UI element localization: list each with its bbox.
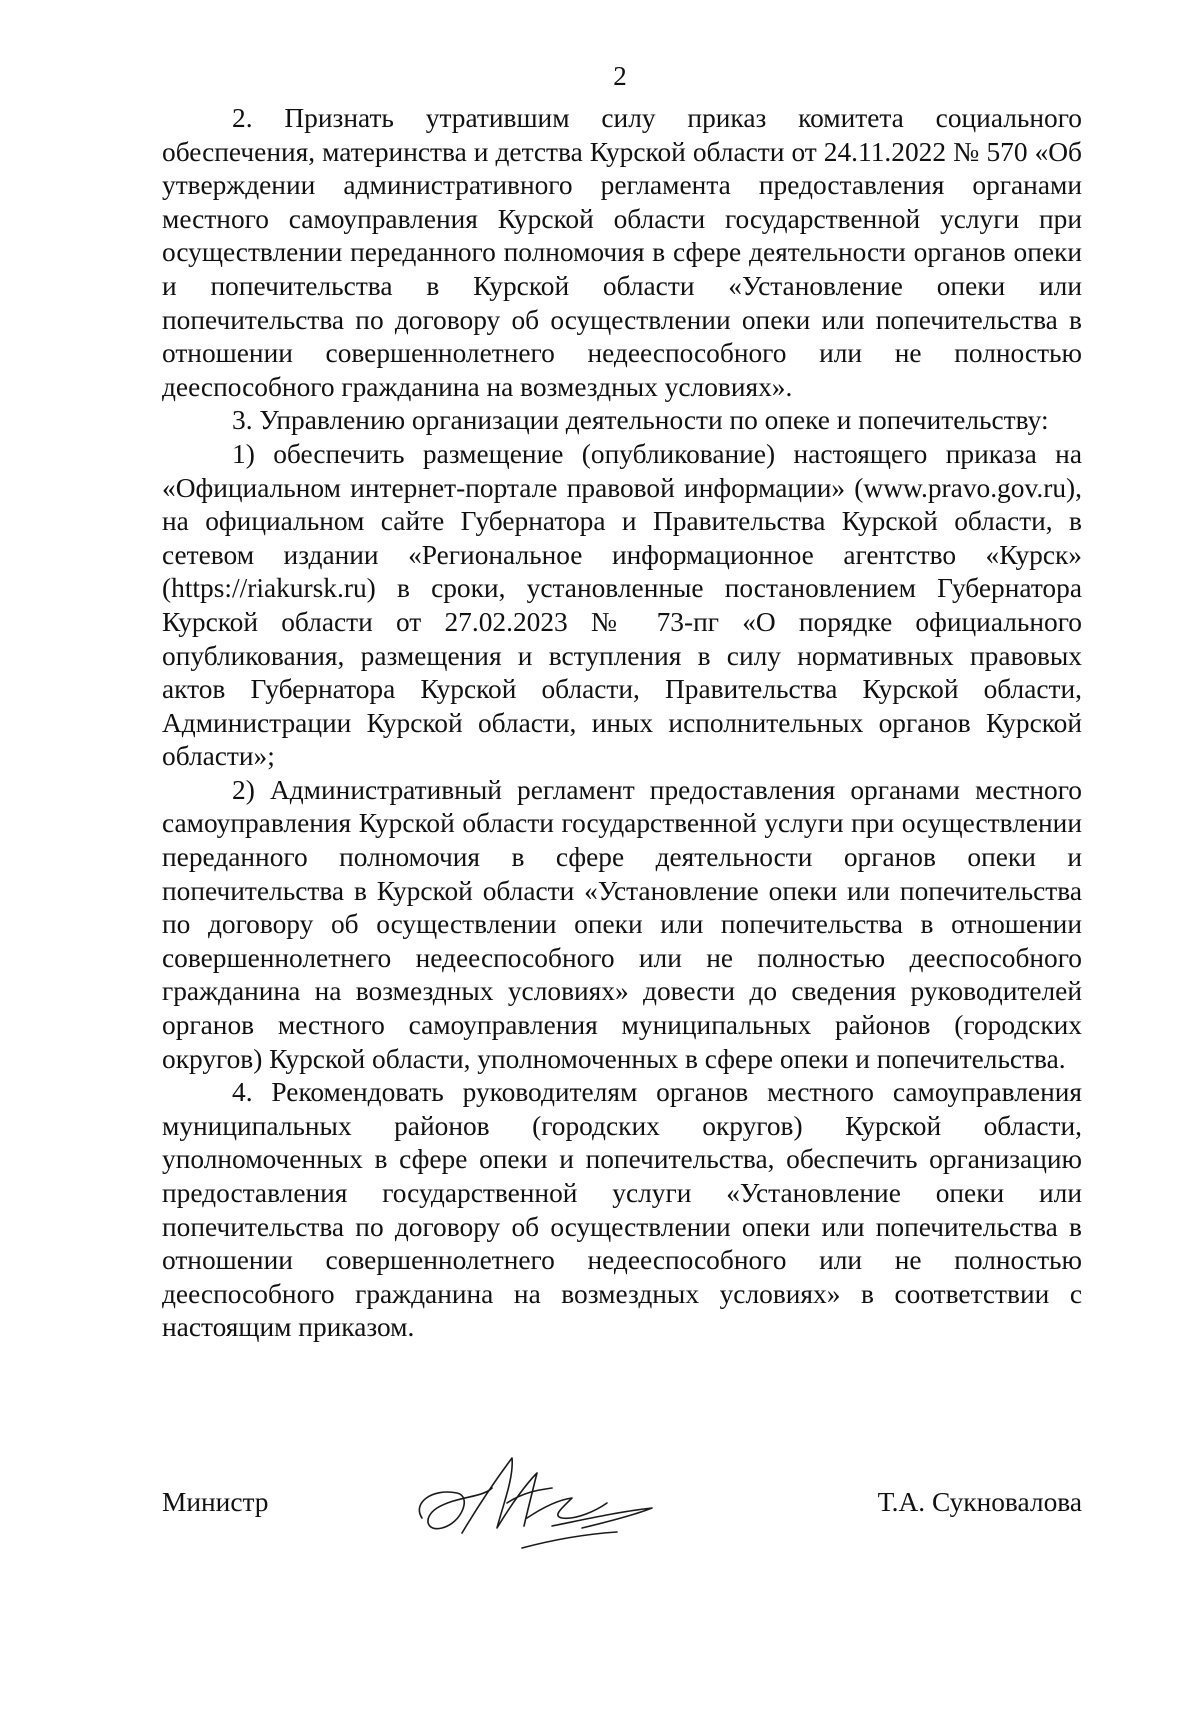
signer-title: Министр [162, 1487, 269, 1517]
paragraph-item-4-recommendation: 4. Рекомендовать руководителям органов местного самоуправления муниципальных районов (городских округов) Курской области, уполномоченных в сфере опеки и попечительства, обеспечить организацию предоставления государственной услуги «Установление опеки или попечительства по договору об осуществлении опеки или попечительства в отношении совершеннолетнего недееспособного или не полностью дееспособного гражданина на возмездных условиях» в соответствии с настоящим приказом. [162, 1077, 1082, 1343]
paragraph-subitem-3-2-notification: 2) Административный регламент предоставления органами местного самоуправления Курской области государственной услуги при осуществлении переданного полномочия в сфере деятельности органов опеки и попечительства в Курской области «Установление опеки или попечительства по договору об осуществлении опеки или попечительства в отношении совершеннолетнего недееспособного или не полностью дееспособного гражданина на возмездных условиях» довести до сведения руководителей органов местного самоуправления муниципальных районов (городских округов) Курской области, уполномоченных в сфере опеки и попечительства. [162, 774, 1082, 1074]
handwritten-signature [402, 1448, 682, 1568]
paragraph-item-3-department: 3. Управлению организации деятельности по опеке и попечительству: [232, 405, 1049, 436]
paragraph-item-2-revocation: 2. Признать утратившим силу приказ комитета социального обеспечения, материнства и детства Курской области от 24.11.2022 № 570 «Об утверждении административного регламента предоставления органами местного самоуправления Курской области государственной услуги при осуществлении переданного полномочия в сфере деятельности органов опеки и попечительства в Курской области «Установление опеки или попечительства по договору об осуществлении опеки или попечительства в отношении совершеннолетнего недееспособного или не полностью дееспособного гражданина на возмездных условиях». [162, 103, 1082, 402]
document-body [162, 102, 1082, 1345]
page-number: 2 [613, 61, 627, 91]
signer-name: Т.А. Сукновалова [877, 1487, 1082, 1517]
paragraph-subitem-3-1-publication: 1) обеспечить размещение (опубликование) настоящего приказа на «Официальном интернет-портале правовой информации» (www.pravo.gov.ru), на официальном сайте Губернатора и Правительства Курской области, в сетевом издании «Региональное информационное агентство «Курск» (https://riakursk.ru) в сроки, установленные постановлением Губернатора Курской области от 27.02.2023 № 73-пг «О порядке официального опубликования, размещения и вступления в силу нормативных правовых актов Губернатора Курской области, Правительства Курской области, Администрации Курской области, иных исполнительных органов Курской области»; [162, 438, 1082, 772]
signature-block [162, 1448, 1082, 1568]
